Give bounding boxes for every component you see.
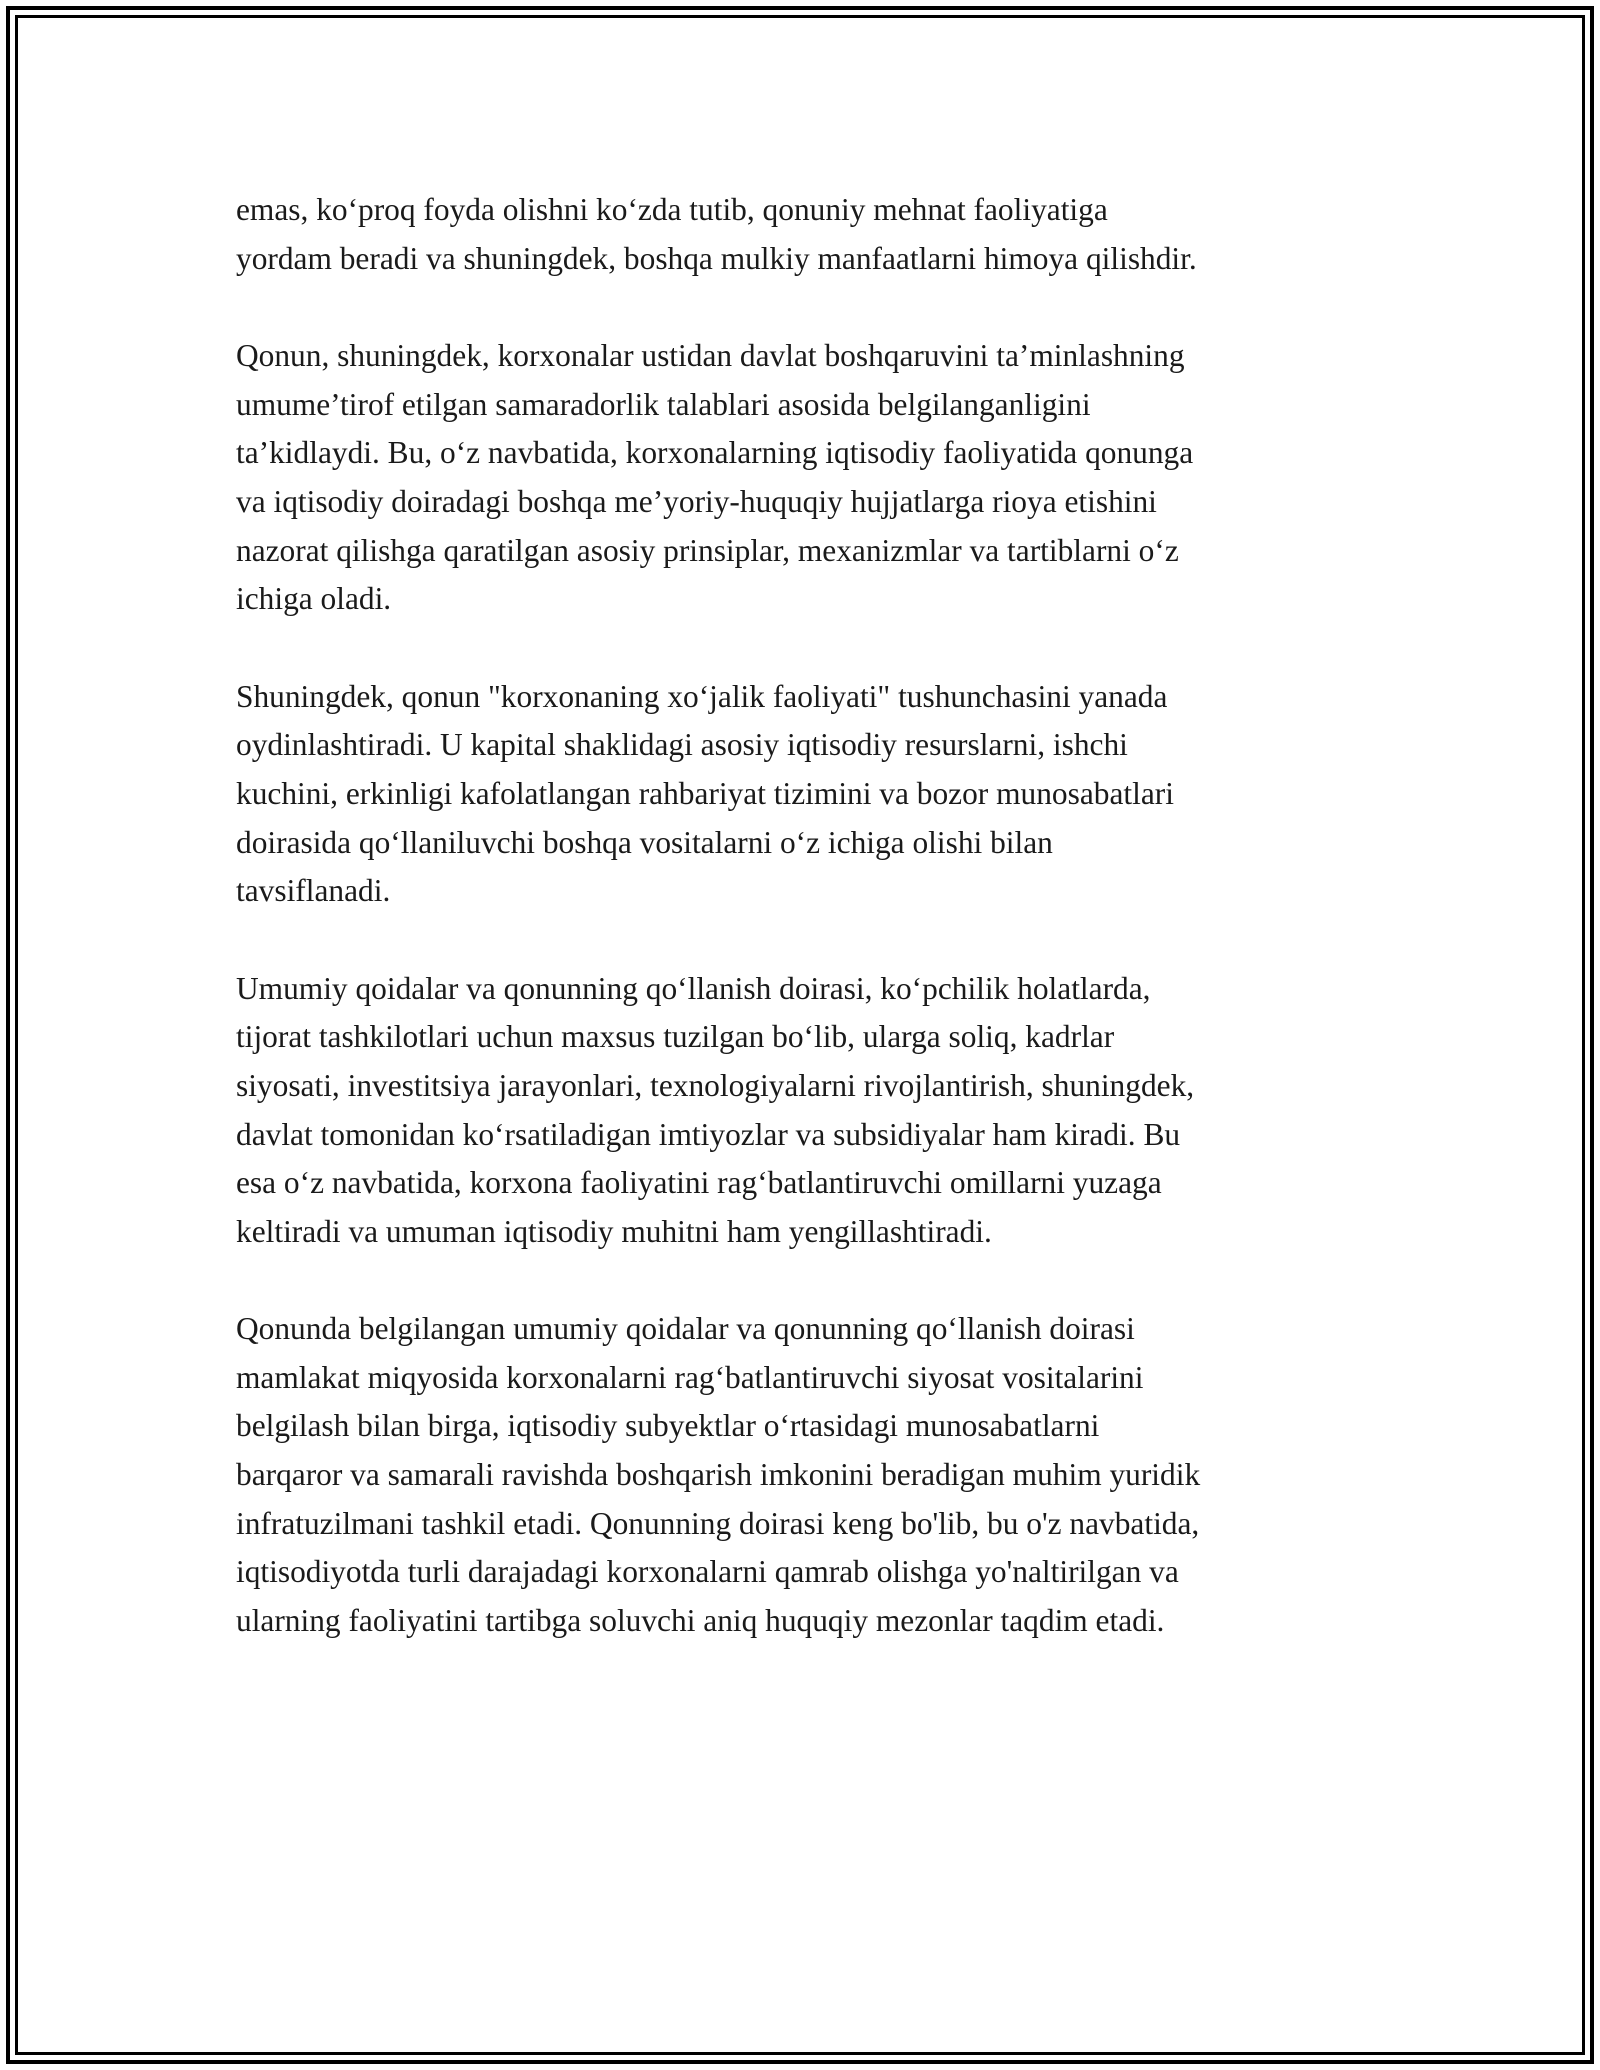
paragraph-4 bbox=[236, 965, 1366, 1257]
paragraph-3 bbox=[236, 673, 1366, 916]
text-line: va iqtisodiy doiradagi boshqa me’yoriy-huquqiy hujjatlarga rioya etishini bbox=[236, 483, 1157, 519]
paragraph-2 bbox=[236, 332, 1366, 624]
text-line: oydinlashtiradi. U kapital shaklidagi asosiy iqtisodiy resurslarni, ishchi bbox=[236, 727, 1128, 763]
text-line: yordam beradi va shuningdek, boshqa mulkiy manfaatlarni himoya qilishdir. bbox=[236, 240, 1197, 276]
text-line: Shuningdek, qonun "korxonaning xo‘jalik faoliyati" tushunchasini yanada bbox=[236, 678, 1168, 714]
text-line: ta’kidlaydi. Bu, o‘z navbatida, korxonalarning iqtisodiy faoliyatida qonunga bbox=[236, 435, 1194, 471]
text-line: iqtisodiyotda turli darajadagi korxonalarni qamrab olishga yo'naltirilgan va bbox=[236, 1554, 1179, 1590]
text-line: keltiradi va umuman iqtisodiy muhitni ham yengillashtiradi. bbox=[236, 1213, 992, 1249]
text-line: ichiga oladi. bbox=[236, 581, 392, 617]
text-line: ularning faoliyatini tartibga soluvchi aniq huquqiy mezonlar taqdim etadi. bbox=[236, 1602, 1165, 1638]
text-line: tijorat tashkilotlari uchun maxsus tuzilgan bo‘lib, ularga soliq, kadrlar bbox=[236, 1019, 1115, 1055]
text-line: doirasida qo‘llaniluvchi boshqa vositalarni o‘z ichiga olishi bilan bbox=[236, 824, 1053, 860]
paragraph-1 bbox=[236, 186, 1366, 283]
text-line: belgilash bilan birga, iqtisodiy subyektlar o‘rtasidagi munosabatlarni bbox=[236, 1408, 1100, 1444]
text-line: kuchini, erkinligi kafolatlangan rahbariyat tizimini va bozor munosabatlari bbox=[236, 775, 1174, 811]
text-line: siyosati, investitsiya jarayonlari, texnologiyalarni rivojlantirish, shuningdek, bbox=[236, 1067, 1195, 1103]
text-line: mamlakat miqyosida korxonalarni rag‘batlantiruvchi siyosat vositalarini bbox=[236, 1359, 1144, 1395]
text-line: emas, ko‘proq foyda olishni ko‘zda tutib, qonuniy mehnat faoliyatiga bbox=[236, 192, 1108, 227]
text-line: Qonunda belgilangan umumiy qoidalar va qonunning qo‘llanish doirasi bbox=[236, 1311, 1135, 1347]
text-line: davlat tomonidan ko‘rsatiladigan imtiyozlar va subsidiyalar ham kiradi. Bu bbox=[236, 1116, 1181, 1152]
paragraph-5 bbox=[236, 1305, 1366, 1645]
text-line: barqaror va samarali ravishda boshqarish imkonini beradigan muhim yuridik bbox=[236, 1457, 1201, 1493]
text-line: Qonun, shuningdek, korxonalar ustidan davlat boshqaruvini ta’minlashning bbox=[236, 338, 1185, 374]
text-line: umume’tirof etilgan samaradorlik talablari asosida belgilanganligini bbox=[236, 386, 1091, 422]
text-line: nazorat qilishga qaratilgan asosiy prinsiplar, mexanizmlar va tartiblarni o‘z bbox=[236, 532, 1179, 568]
text-line: Umumiy qoidalar va qonunning qo‘llanish doirasi, ko‘pchilik holatlarda, bbox=[236, 970, 1151, 1006]
text-line: esa o‘z navbatida, korxona faoliyatini rag‘batlantiruvchi omillarni yuzaga bbox=[236, 1165, 1162, 1201]
document-body bbox=[236, 186, 1366, 1694]
text-line: infratuzilmani tashkil etadi. Qonunning doirasi keng bo'lib, bu o'z navbatida, bbox=[236, 1505, 1200, 1541]
text-line: tavsiflanadi. bbox=[236, 873, 391, 909]
